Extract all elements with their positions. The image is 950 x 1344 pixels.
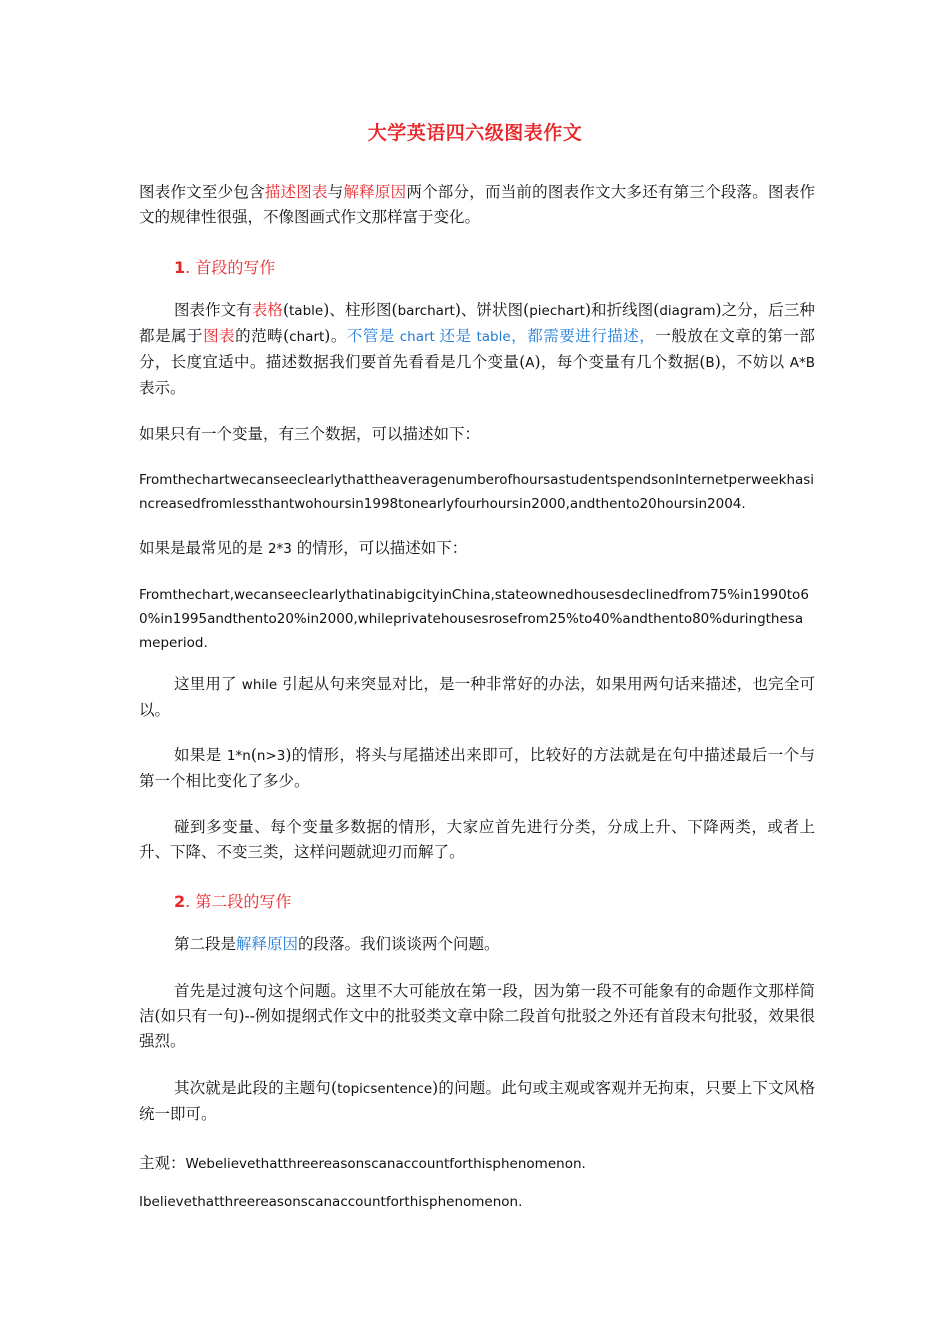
paragraph-chart-types (139, 298, 815, 401)
text: 一般放在文章的第一部分，长度宜适中。描述数据我们要首先看看是几个变量( (139, 327, 815, 371)
latin-term: 1*n (226, 748, 251, 764)
highlight-explain-reason: 解释原因 (343, 183, 407, 201)
paragraph-topic-sentence (139, 1076, 815, 1127)
latin-term: A*B (789, 355, 815, 371)
paragraph-1xn (139, 743, 815, 794)
latin-term: A (525, 355, 535, 371)
text: 其次就是此段的主题句( (174, 1079, 338, 1097)
highlight-chart: 图表 (203, 327, 236, 345)
section-number: 1 (174, 258, 186, 277)
section-label: . 首段的写作 (185, 258, 276, 277)
paragraph-transition: 首先是过渡句这个问题。这里不大可能放在第一段，因为第一段不可能象有的命题作文那样简洁(如只有一句)--例如提纲式作文中的批驳类文章中除二段首句批驳之外还有首段末句批驳，效果很强烈。 (139, 982, 815, 1050)
text: 的范畴( (235, 327, 290, 345)
paragraph-one-variable: 如果只有一个变量，有三个数据，可以描述如下： (139, 425, 481, 443)
text: 第二段是 (174, 935, 237, 953)
text: )、饼状图( (454, 301, 530, 319)
intro-paragraph (139, 180, 815, 230)
intro-text: 图表作文至少包含 (139, 183, 265, 201)
section-heading-1 (174, 255, 275, 278)
section-heading-2 (174, 889, 291, 912)
text: 如果是最常见的是 (139, 539, 268, 557)
text: 引起从句来突显对比，是一种非常好的办法，如果用两句话来描述，也完全可以。 (139, 675, 815, 719)
highlight-describe-chart: 描述图表 (264, 183, 328, 201)
example-sentence-2: Fromthechart,wecanseeclearlythatinabigcityinChina,stateownedhousesdeclinedfrom75%in1990to60%in1995andthento20%in2000,whileprivatehousesrosefrom25%to40%andthento80%duringthesameperiod. (139, 587, 809, 651)
highlight-blue: chart (394, 329, 440, 345)
latin-term: barchart (397, 303, 455, 319)
highlight-blue: table (471, 329, 511, 345)
text: )，每个变量有几个数据( (534, 353, 706, 371)
paragraph-explain-reason (139, 932, 815, 957)
text: ( (282, 301, 289, 319)
text: )的情形，将头与尾描述出来即可，比较好的方法就是在句中描述最后一个与第一个相比变化了多少。 (139, 746, 815, 790)
document-title: 大学英语四六级图表作文 (367, 122, 583, 144)
latin-term: piechart (529, 303, 585, 319)
paragraph-2x3 (139, 536, 815, 562)
text: 的情形，可以描述如下： (291, 539, 468, 557)
text: 图表作文有 (174, 301, 252, 319)
example-sentence-3: Ibelievethatthreereasonscanaccountforthisphenomenon. (139, 1194, 523, 1210)
text: 主观： (139, 1154, 186, 1172)
highlight-blue: 还是 (439, 327, 472, 345)
latin-term: Webelievethatthreereasonscanaccountforthisphenomenon. (185, 1156, 586, 1172)
latin-term: topicsentence (337, 1081, 433, 1097)
intro-text: 与 (327, 183, 344, 201)
text: )、柱形图( (323, 301, 398, 319)
text: 表示。 (139, 379, 186, 397)
latin-term: table (289, 303, 324, 319)
text: )和折线图( (584, 301, 660, 319)
paragraph-subjective (139, 1151, 815, 1177)
latin-term: 2*3 (267, 541, 292, 557)
latin-term: n>3 (256, 748, 286, 764)
text: ( (250, 746, 257, 764)
text: )之分，后三种都是属于 (139, 301, 815, 345)
text: 如果是 (174, 746, 227, 764)
text: )的问题。此句或主观或客观并无拘束，只要上下文风格统一即可。 (139, 1079, 815, 1123)
latin-term: chart (289, 329, 325, 345)
latin-term: diagram (659, 303, 716, 319)
intro-text: 两个部分，而当前的图表作文大多还有第三个段落。图表作文的规律性很强，不像图画式作文那样富于变化。 (139, 183, 815, 226)
section-label: . 第二段的写作 (185, 892, 292, 911)
latin-term: B (705, 355, 715, 371)
highlight-blue: ，都需要进行描述， (510, 327, 656, 345)
paragraph-multi-variable: 碰到多变量、每个变量多数据的情形，大家应首先进行分类，分成上升、下降两类，或者上升、下降、不变三类，这样问题就迎刃而解了。 (139, 818, 815, 861)
text: )，不妨以 (714, 353, 790, 371)
highlight-blue: 不管是 (346, 327, 395, 345)
highlight-explain-reason: 解释原因 (236, 935, 299, 953)
paragraph-while-clause (139, 672, 815, 723)
highlight-table: 表格 (251, 301, 283, 319)
text: 的段落。我们谈谈两个问题。 (298, 935, 500, 953)
text: )。 (324, 327, 347, 345)
example-sentence-1: FromthechartwecanseeclearlythattheaveragenumberofhoursastudentspendsonInternetperweekhasincreasedfromlessthantwohoursin1998tonearlyfourhoursin2000,andthento20hoursin2004. (139, 472, 815, 512)
text: 这里用了 (174, 675, 242, 693)
section-number: 2 (174, 892, 186, 911)
latin-term: while (241, 677, 278, 693)
